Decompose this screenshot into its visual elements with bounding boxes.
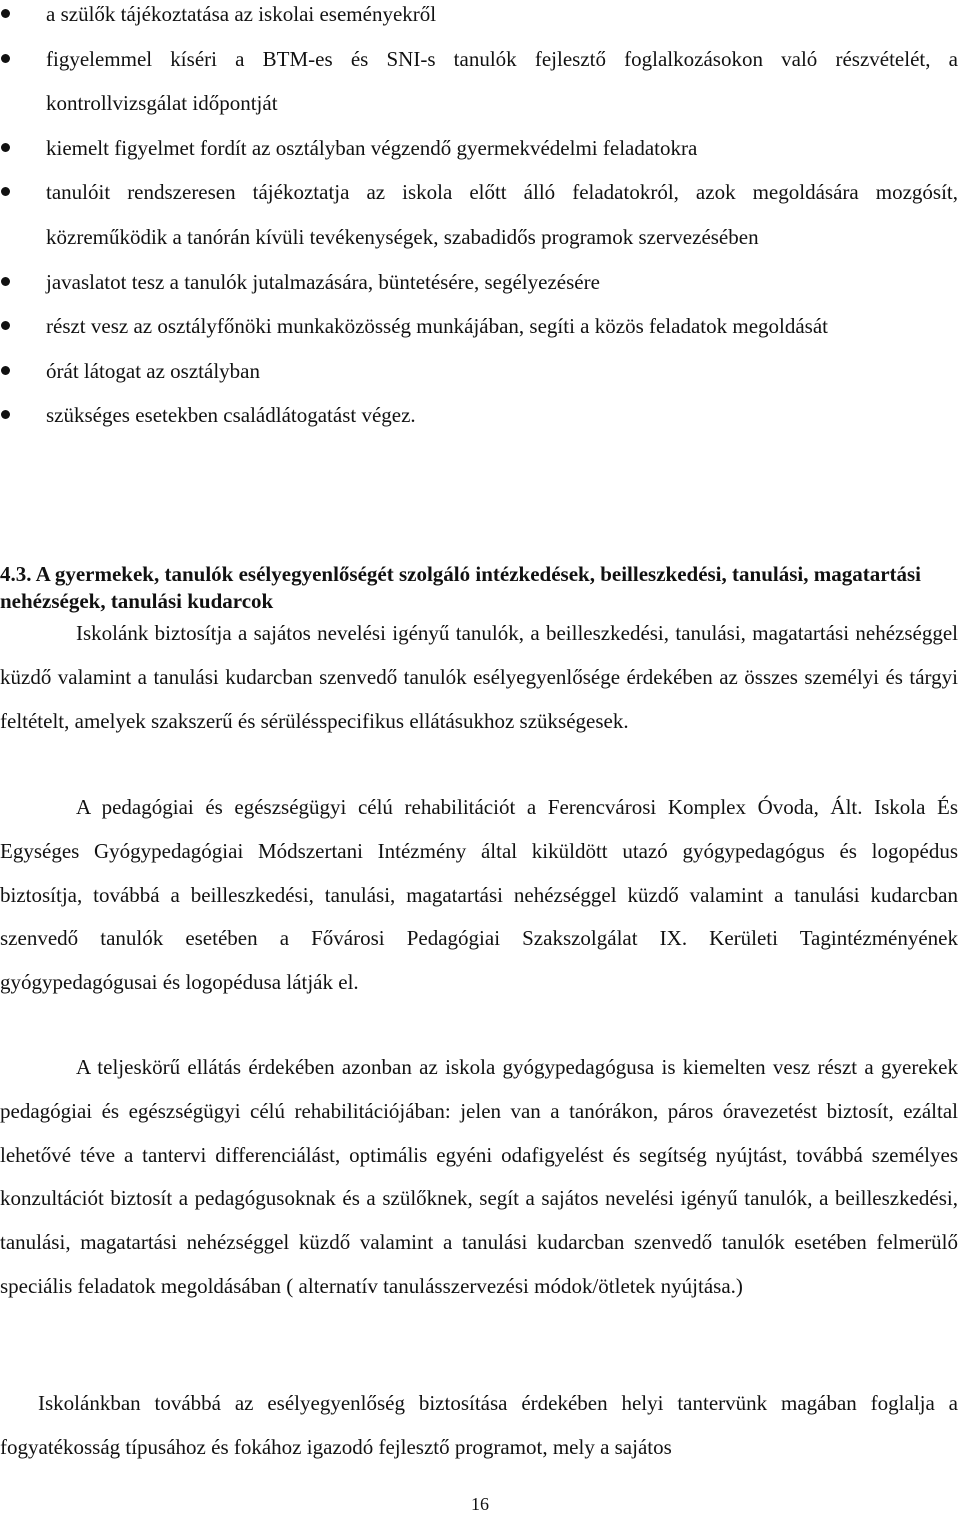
bullet-icon: [1, 54, 10, 63]
list-item: [0, 126, 958, 171]
bullet-icon: [1, 366, 10, 375]
list-item: [0, 349, 958, 394]
list-item-text: részt vesz az osztályfőnöki munkaközösség munkájában, segíti a közös feladatok megoldását: [46, 314, 829, 339]
list-item-text: a szülők tájékoztatása az iskolai eseményekről: [46, 2, 437, 26]
paragraph: A pedagógiai és egészségügyi célú rehabilitációt a Ferencvárosi Komplex Óvoda, Ált. Iskola És Egységes Gyógypedagógiai Módszertani Intézmény által kiküldött utazó gyógypedagógus és logopédus biztosítja, továbbá a beilleszkedési, tanulási, magatartási nehézséggel küzdő valamint a tanulási kudarcban szenvedő tanulók esetében a Fővárosi Pedagógiai Szakszolgálat IX. Kerületi Tagintézményének gyógypedagógusai és logopédusa látják el.: [0, 795, 958, 995]
page-number: 16: [471, 1494, 489, 1514]
bullet-icon: [1, 321, 10, 330]
bullet-icon: [1, 143, 10, 152]
paragraph: Iskolánkban továbbá az esélyegyenlőség biztosítása érdekében helyi tantervünk magában foglalja a fogyatékosság típusához és fokához igazodó fejlesztő programot, mely a sajátos: [0, 1391, 958, 1459]
bullet-icon: [1, 187, 10, 196]
list-item-text: szükséges esetekben családlátogatást végez.: [46, 403, 416, 428]
paragraph: Iskolánk biztosítja a sajátos nevelési igényű tanulók, a beilleszkedési, tanulási, magatartási nehézséggel küzdő valamint a tanulási kudarcban szenvedő tanulók esélyegyenlősége érdekében az összes személyi és tárgyi feltételt, amelyek szakszerű és sérülésspecifikus ellátásukhoz szükségesek.: [0, 621, 958, 733]
section-heading: 4.3. A gyermekek, tanulók esélyegyenlőségét szolgáló intézkedések, beilleszkedési, tanulási, magatartási nehézségek, tanulási kudarcok: [0, 562, 922, 613]
list-item: [0, 0, 958, 37]
list-item: [0, 170, 958, 259]
list-item-text: órát látogat az osztályban: [46, 358, 260, 383]
list-item: [0, 260, 958, 305]
list-item-text: figyelemmel kíséri a BTM-es és SNI-s tanulók fejlesztő foglalkozásokon való részvételét, a kontrollvizsgálat időpontját: [46, 46, 958, 116]
list-item: [0, 37, 958, 126]
duties-bullet-list: [0, 0, 958, 438]
list-item-text: javaslatot tesz a tanulók jutalmazására, büntetésére, segélyezésére: [46, 269, 600, 294]
list-item-text: tanulóit rendszeresen tájékoztatja az iskola előtt álló feladatokról, azok megoldására mozgósít, közreműködik a tanórán kívüli tevékenységek, szabadidős programok szervezésében: [46, 180, 958, 249]
list-item: [0, 393, 958, 438]
list-item-text: kiemelt figyelmet fordít az osztályban végzendő gyermekvédelmi feladatokra: [46, 135, 698, 160]
list-item: [0, 304, 958, 349]
bullet-icon: [1, 277, 10, 286]
bullet-icon: [1, 410, 10, 419]
bullet-icon: [1, 9, 10, 18]
paragraph: A teljeskörű ellátás érdekében azonban az iskola gyógypedagógusa is kiemelten vesz részt a gyerekek pedagógiai és egészségügyi célú rehabilitációjában: jelen van a tanórákon, páros óravezetést biztosít, ezáltal lehetővé téve a tantervi differenciálást, optimális egyéni odafigyelést és segítség nyújtást, továbbá személyes konzultációt biztosít a pedagógusoknak és a szülőknek, segít a sajátos nevelési igényű tanulók, a beilleszkedési, tanulási, magatartási nehézséggel küzdő valamint a tanulási kudarcban szenvedő tanulók esetében felmerülő speciális feladatok megoldásában ( alternatív tanulásszervezési módok/ötletek nyújtása.): [0, 1055, 958, 1298]
